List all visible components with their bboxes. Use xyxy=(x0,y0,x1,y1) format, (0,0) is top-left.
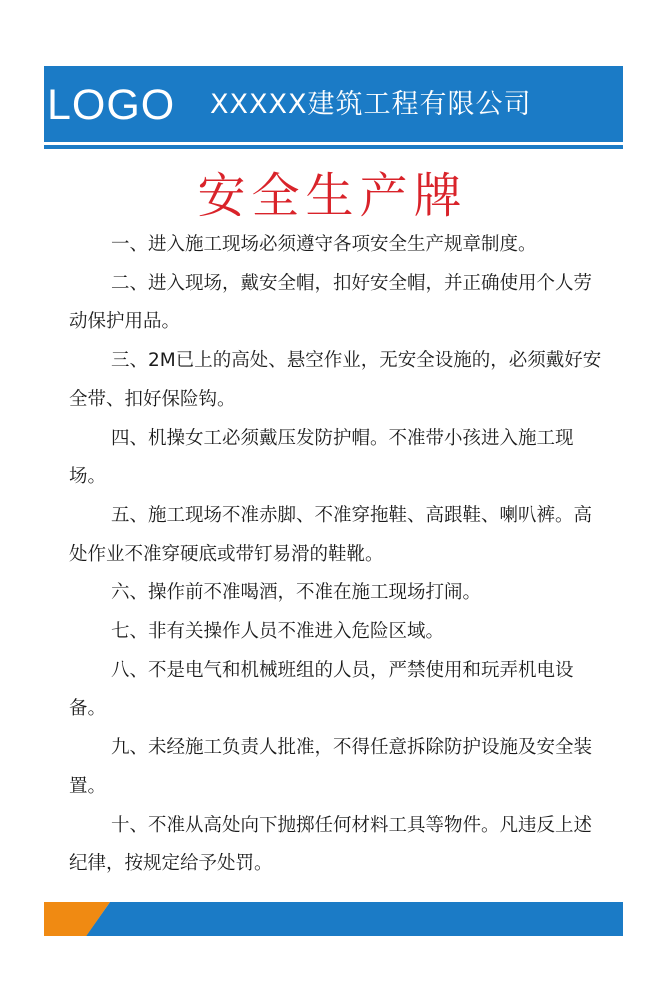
rule-item-5: 五、施工现场不准赤脚、不准穿拖鞋、高跟鞋、喇叭裤。高处作业不准穿硬底或带钉易滑的鞋靴。 xyxy=(69,504,593,565)
rules-list xyxy=(69,226,609,884)
rule-item-1: 一、进入施工现场必须遵守各项安全生产规章制度。 xyxy=(111,234,537,255)
rule-item-9: 九、未经施工负责人批准，不得任意拆除防护设施及安全装置。 xyxy=(69,737,593,797)
rule-item-3: 三、2M已上的高处、悬空作业，无安全设施的，必须戴好安全带、扣好保险钩。 xyxy=(69,350,602,410)
company-name: XXXXX建筑工程有限公司 xyxy=(210,89,532,120)
rule-item-6: 六、操作前不准喝酒，不准在施工现场打闹。 xyxy=(111,582,482,604)
header-underline xyxy=(44,145,623,149)
rule-item-7: 七、非有关操作人员不准进入危险区域。 xyxy=(111,621,445,643)
rule-item-8: 八、不是电气和机械班组的人员，严禁使用和玩弄机电设备。 xyxy=(69,659,574,720)
page-title: 安全生产牌 xyxy=(197,168,468,224)
rule-item-4: 四、机操女工必须戴压发防护帽。不准带小孩进入施工现场。 xyxy=(69,427,574,488)
rule-item-10: 十、不准从高处向下抛掷任何材料工具等物件。凡违反上述纪律，按规定给予处罚。 xyxy=(69,814,593,875)
footer-blue-bar xyxy=(86,902,623,936)
rule-item-2: 二、进入现场，戴安全帽，扣好安全帽，并正确使用个人劳动保护用品。 xyxy=(69,272,593,333)
logo: LOGO xyxy=(47,81,176,129)
